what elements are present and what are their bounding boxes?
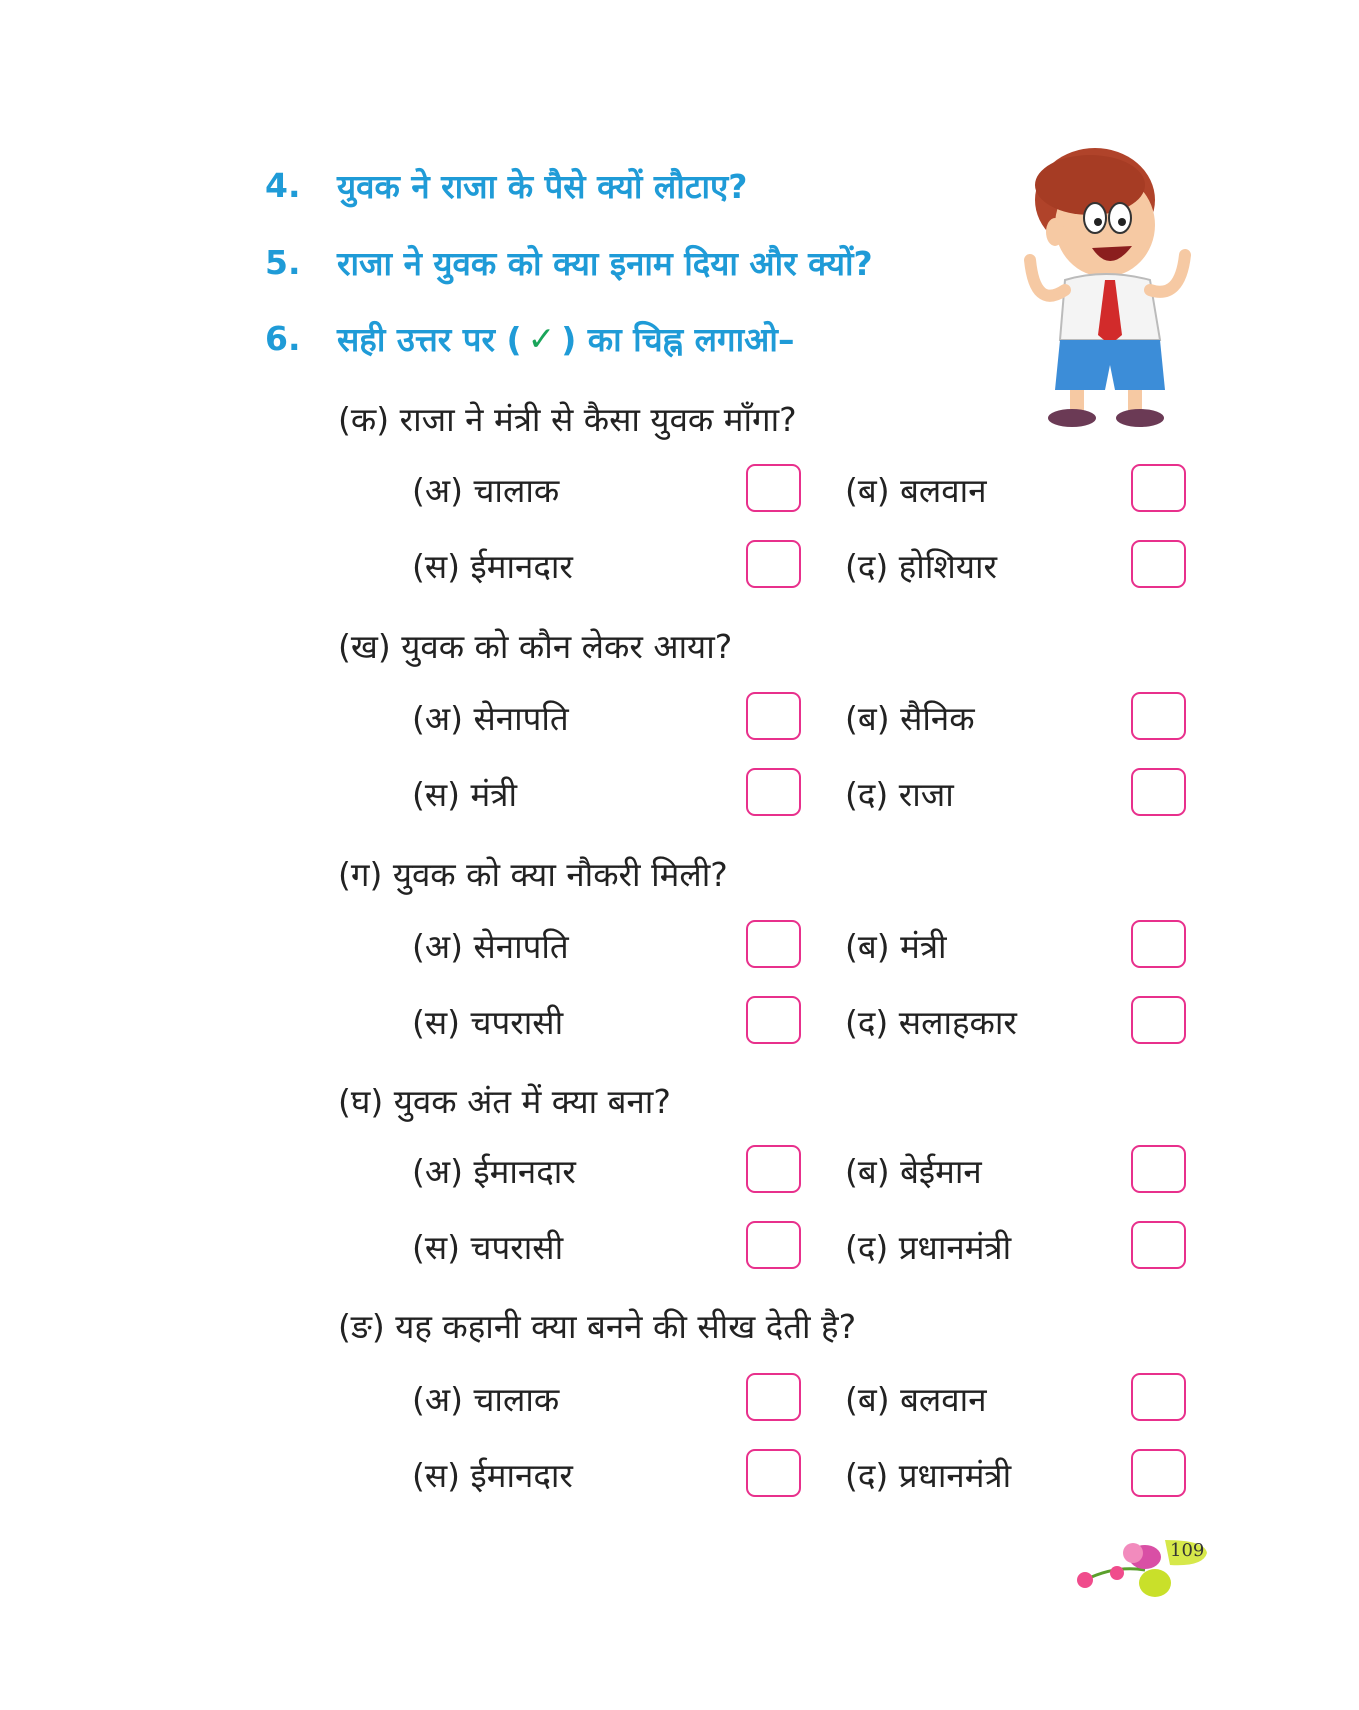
answer-checkbox[interactable] <box>746 1449 801 1497</box>
answer-checkbox[interactable] <box>1131 1221 1186 1269</box>
answer-checkbox[interactable] <box>746 996 801 1044</box>
question-text: युवक ने राजा के पैसे क्यों लौटाए? <box>337 166 748 206</box>
option-a: (अ) सेनापति <box>412 698 569 738</box>
option-d: (द) होशियार <box>845 546 998 586</box>
question-5 <box>265 232 873 292</box>
mcq-question-ka: (क) राजा ने मंत्री से कैसा युवक माँगा? <box>338 399 797 439</box>
question-text: राजा ने युवक को क्या इनाम दिया और क्यों? <box>337 243 873 283</box>
answer-checkbox[interactable] <box>746 464 801 512</box>
option-b: (ब) बलवान <box>845 1379 987 1419</box>
mcq-question-ga: (ग) युवक को क्या नौकरी मिली? <box>338 854 728 894</box>
option-a: (अ) सेनापति <box>412 926 569 966</box>
question-number: 6. <box>265 318 301 358</box>
option-d: (द) सलाहकार <box>845 1002 1017 1042</box>
answer-checkbox[interactable] <box>1131 920 1186 968</box>
answer-checkbox[interactable] <box>746 540 801 588</box>
option-b: (ब) सैनिक <box>845 698 975 738</box>
question-6 <box>265 308 794 368</box>
option-a: (अ) ईमानदार <box>412 1151 576 1191</box>
question-text-before: सही उत्तर पर ( <box>337 319 522 359</box>
mcq-question-nga: (ङ) यह कहानी क्या बनने की सीख देती है? <box>338 1306 857 1346</box>
answer-checkbox[interactable] <box>1131 540 1186 588</box>
option-b: (ब) बलवान <box>845 470 987 510</box>
answer-checkbox[interactable] <box>1131 768 1186 816</box>
option-b: (ब) मंत्री <box>845 926 947 966</box>
cartoon-boy-icon <box>1010 140 1200 430</box>
answer-checkbox[interactable] <box>746 768 801 816</box>
option-c: (स) चपरासी <box>412 1227 564 1267</box>
question-number: 4. <box>265 165 301 205</box>
answer-checkbox[interactable] <box>746 920 801 968</box>
answer-checkbox[interactable] <box>746 1145 801 1193</box>
answer-checkbox[interactable] <box>1131 464 1186 512</box>
checkmark-icon: ✓ <box>527 318 556 358</box>
answer-checkbox[interactable] <box>746 1221 801 1269</box>
option-a: (अ) चालाक <box>412 470 560 510</box>
option-c: (स) मंत्री <box>412 774 518 814</box>
option-b: (ब) बेईमान <box>845 1151 982 1191</box>
answer-checkbox[interactable] <box>1131 1449 1186 1497</box>
question-text-after: ) का चिह्न लगाओ– <box>561 319 795 359</box>
option-c: (स) चपरासी <box>412 1002 564 1042</box>
answer-checkbox[interactable] <box>746 1373 801 1421</box>
answer-checkbox[interactable] <box>746 692 801 740</box>
answer-checkbox[interactable] <box>1131 692 1186 740</box>
option-a: (अ) चालाक <box>412 1379 560 1419</box>
page-number: 109 <box>1170 1540 1205 1561</box>
question-4 <box>265 155 747 215</box>
answer-checkbox[interactable] <box>1131 1145 1186 1193</box>
mcq-question-gha: (घ) युवक अंत में क्या बना? <box>338 1081 671 1121</box>
answer-checkbox[interactable] <box>1131 996 1186 1044</box>
question-number: 5. <box>265 242 301 282</box>
mcq-question-kha: (ख) युवक को कौन लेकर आया? <box>338 626 733 666</box>
option-d: (द) राजा <box>845 774 954 814</box>
option-c: (स) ईमानदार <box>412 546 573 586</box>
option-d: (द) प्रधानमंत्री <box>845 1227 1012 1267</box>
answer-checkbox[interactable] <box>1131 1373 1186 1421</box>
option-d: (द) प्रधानमंत्री <box>845 1455 1012 1495</box>
option-c: (स) ईमानदार <box>412 1455 573 1495</box>
